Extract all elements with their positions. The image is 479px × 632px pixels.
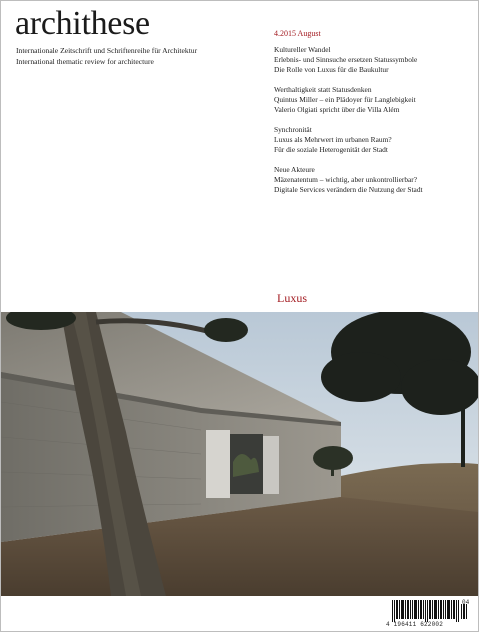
toc-section [274,85,474,115]
toc-section [274,165,474,195]
pivot-door-right [263,436,279,494]
toc-line: Mäzenatentum – wichtig, aber unkontrollierbar? [274,175,418,184]
table-of-contents [274,45,474,205]
toc-heading: Kultureller Wandel [274,45,331,54]
toc-section [274,125,474,155]
toc-line: Erlebnis- und Sinnsuche ersetzen Statussymbole [274,55,418,64]
issue-date: 4.2015 August [274,29,321,38]
toc-section [274,45,474,75]
subtitle-line-de: Internationale Zeitschrift und Schriftenreihe für Architektur [16,46,198,55]
issue-theme: Luxus [277,291,307,305]
toc-line: Für die soziale Heterogenität der Stadt [274,145,388,154]
toc-heading: Neue Akteure [274,165,315,174]
toc-line: Quintus Miller – ein Plädoyer für Langlebigkeit [274,95,416,104]
toc-line: Luxus als Mehrwert im urbanen Raum? [274,135,392,144]
masthead-subtitle [16,46,197,67]
barcode-issue-code: 04 [462,599,470,606]
toc-line: Die Rolle von Luxus für die Baukultur [274,65,389,74]
masthead-title: archithese [15,5,150,42]
cover-photo [1,312,478,596]
barcode-digits: 4 196411 622002 [386,621,444,628]
toc-heading: Synchronität [274,125,312,134]
toc-line: Digitale Services verändern die Nutzung der Stadt [274,185,423,194]
pivot-door-left [206,430,230,498]
toc-line: Valerio Olgiati spricht über die Villa Além [274,105,400,114]
subtitle-line-en: International thematic review for architecture [16,56,154,66]
toc-heading: Werthaltigkeit statt Statusdenken [274,85,372,94]
